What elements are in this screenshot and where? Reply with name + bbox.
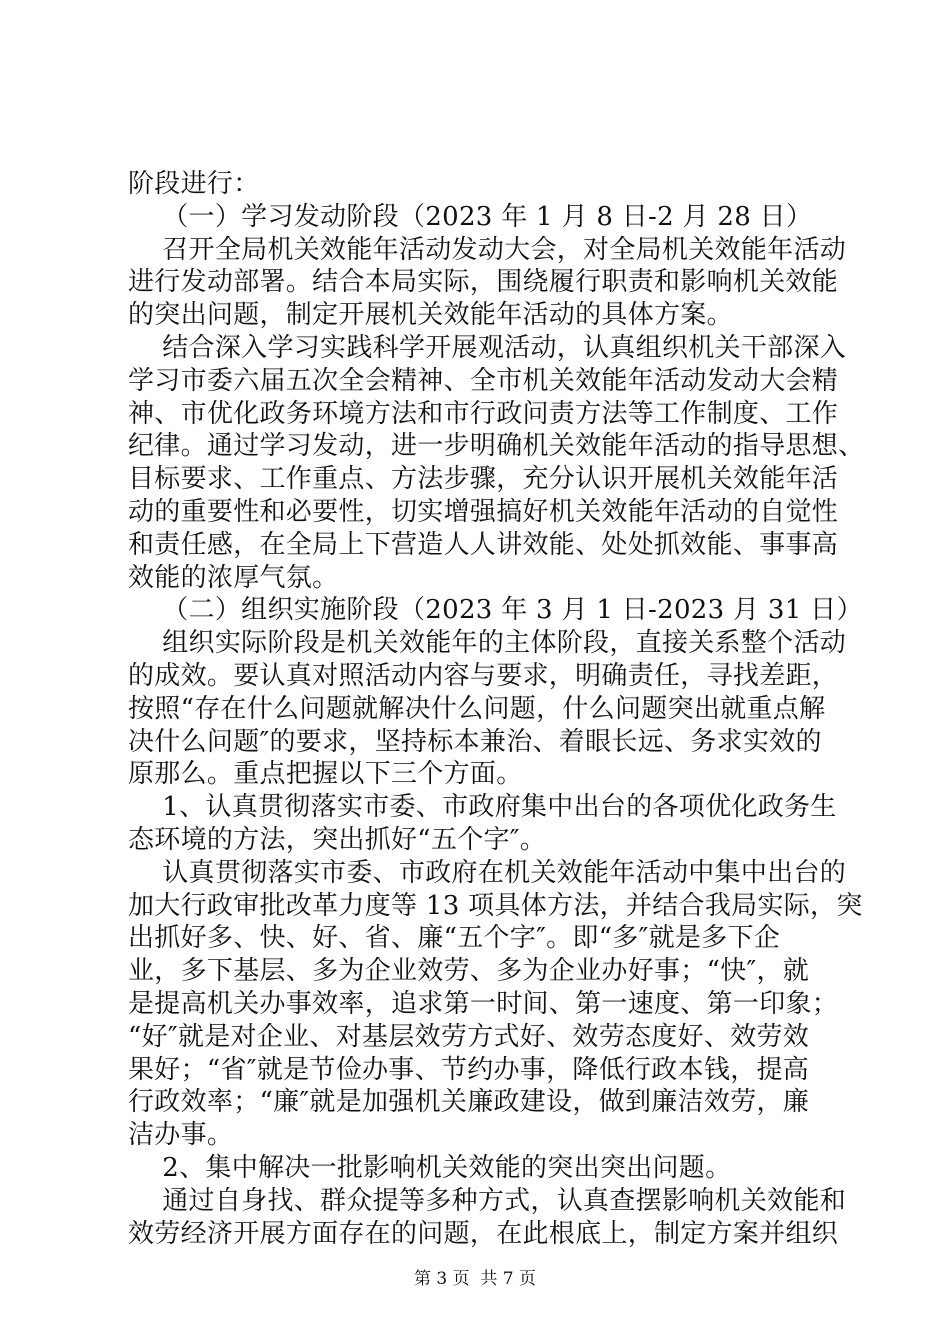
- text-line: 纪律。通过学习发动，进一步明确机关效能年活动的指导思想、: [128, 431, 865, 462]
- text-line: 效劳经济开展方面存在的问题，在此根底上，制定方案并组织: [128, 1218, 839, 1249]
- text-line: 结合深入学习实践科学开展观活动，认真组织机关干部深入: [128, 332, 847, 363]
- text-line: 态环境的方法，突出抓好“五个字″。: [128, 824, 547, 855]
- text-line: 的成效。要认真对照活动内容与要求，明确责任，寻找差距，: [128, 660, 839, 691]
- text-line: 决什么问题″的要求，坚持标本兼治、着眼长远、务求实效的: [128, 726, 822, 757]
- text-line: 效能的浓厚气氛。: [128, 562, 339, 593]
- page-footer: 第 3 页 共 7 页: [413, 1269, 537, 1289]
- text-line: 神、市优化政务环境方法和市行政问责方法等工作制度、工作: [128, 398, 839, 429]
- text-line: 是提高机关办事效率，追求第一时间、第一速度、第一印象；: [128, 988, 839, 1019]
- text-line: 召开全局机关效能年活动发动大会，对全局机关效能年活动: [128, 234, 847, 265]
- numbered-item-1: 1、认真贯彻落实市委、市政府集中出台的各项优化政务生: [128, 792, 837, 823]
- numbered-item-2: 2、集中解决一批影响机关效能的突出突出问题。: [128, 1152, 732, 1183]
- text-line: 的突出问题，制定开展机关效能年活动的具体方案。: [128, 300, 733, 331]
- text-line: 动的重要性和必要性，切实增强搞好机关效能年活动的自觉性: [128, 496, 839, 527]
- text-line: 按照“存在什么问题就解决什么问题，什么问题突出就重点解: [128, 693, 826, 724]
- text-line: 组织实际阶段是机关效能年的主体阶段，直接关系整个活动: [128, 628, 847, 659]
- text-line: 目标要求、工作重点、方法步骤，充分认识开展机关效能年活: [128, 464, 839, 495]
- text-line: 加大行政审批改革力度等 13 项具体方法，并结合我局实际，突: [128, 890, 863, 921]
- section-heading-2: （二）组织实施阶段（2023 年 3 月 1 日-2023 月 31 日）: [128, 595, 863, 626]
- text-line: 果好；“省″就是节俭办事、节约办事，降低行政本钱，提高: [128, 1054, 810, 1085]
- text-line: 业，多下基层、多为企业效劳、多为企业办好事；“快″，就: [128, 956, 810, 987]
- section-heading-1: （一）学习发动阶段（2023 年 1 月 8 日-2 月 28 日）: [128, 201, 813, 232]
- text-line: 认真贯彻落实市委、市政府在机关效能年活动中集中出台的: [128, 857, 847, 888]
- text-line: 阶段进行：: [128, 169, 260, 199]
- body-text: [128, 168, 865, 1250]
- text-line: 学习市委六届五次全会精神、全市机关效能年活动发动大会精: [128, 365, 839, 396]
- text-line: 出抓好多、快、好、省、廉“五个字″。即“多″就是多下企: [128, 923, 781, 954]
- text-line: “好″就是对企业、对基层效劳方式好、效劳态度好、效劳效: [128, 1021, 810, 1052]
- text-line: 通过自身找、群众提等多种方式，认真查摆影响机关效能和: [128, 1185, 847, 1216]
- text-line: 洁办事。: [128, 1120, 234, 1151]
- text-line: 行政效率；“廉″就是加强机关廉政建设，做到廉洁效劳，廉: [128, 1087, 810, 1118]
- text-line: 原那么。重点把握以下三个方面。: [128, 759, 523, 790]
- text-line: 进行发动部署。结合本局实际，围绕履行职责和影响机关效能: [128, 267, 839, 298]
- text-line: 和责任感，在全局上下营造人人讲效能、处处抓效能、事事高: [128, 529, 839, 560]
